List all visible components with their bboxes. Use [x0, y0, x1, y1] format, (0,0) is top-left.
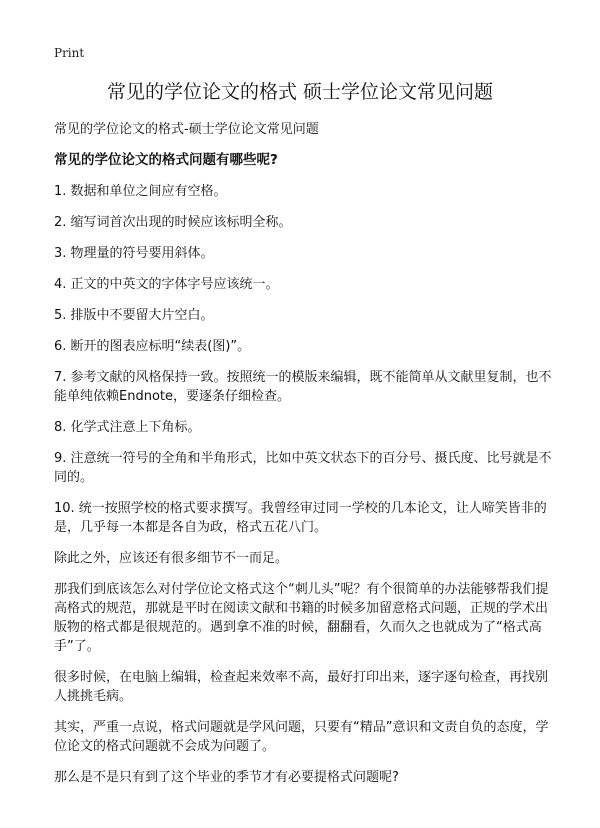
body-paragraph: 很多时候，在电脑上编辑，检查起来效率不高，最好打印出来，逐字逐句检查，再找别人挑挑毛病。 [54, 670, 549, 704]
list-item: 4. 正文的中英文的字体字号应该统一。 [54, 277, 279, 292]
body-paragraph: 那我们到底该怎么对付学位论文格式这个“刺儿头”呢？有个很简单的办法能够帮我们提高格式的规范，那就是平时在阅读文献和书籍的时候多加留意格式问题，正规的学术出版物的格式都是很规范的。遇到拿不准的时候，翻翻看，久而久之也就成为了“格式高手”了。 [54, 582, 549, 654]
list-item: 6. 断开的图表应标明“续表(图)”。 [54, 339, 251, 354]
body-paragraph: 其实，严重一点说，格式问题就是学风问题，只要有“精品”意识和文责自负的态度，学位论文的格式问题就不会成为问题了。 [54, 720, 549, 754]
body-paragraph: 那么是不是只有到了这个毕业的季节才有必要提格式问题呢? [54, 770, 399, 785]
document-body [54, 120, 554, 799]
list-item: 7. 参考文献的风格保持一致。按照统一的模版来编辑，既不能简单从文献里复制，也不能单纯依赖Endnote，要逐条仔细检查。 [54, 370, 552, 404]
print-label: Print [54, 46, 85, 60]
list-item: 8. 化学式注意上下角标。 [54, 420, 201, 435]
document-subtitle: 常见的学位论文的格式-硕士学位论文常见问题 [54, 122, 319, 137]
list-item: 3. 物理量的符号要用斜体。 [54, 246, 214, 261]
list-item: 1. 数据和单位之间应有空格。 [54, 184, 227, 199]
body-paragraph: 除此之外，应该还有很多细节不一而足。 [54, 551, 289, 566]
section-heading: 常见的学位论文的格式问题有哪些呢? [54, 152, 278, 168]
list-item: 10. 统一按照学校的格式要求撰写。我曾经审过同一学校的几本论文，让人啼笑皆非的是，几乎每一本都是各自为政，格式五花八门。 [54, 501, 547, 535]
document-title: 常见的学位论文的格式 硕士学位论文常见问题 [106, 81, 494, 103]
list-item: 2. 缩写词首次出现的时候应该标明全称。 [54, 215, 292, 230]
list-item: 9. 注意统一符号的全角和半角形式，比如中英文状态下的百分号、摄氏度、比号就是不同的。 [54, 451, 552, 485]
list-item: 5. 排版中不要留大片空白。 [54, 308, 214, 323]
